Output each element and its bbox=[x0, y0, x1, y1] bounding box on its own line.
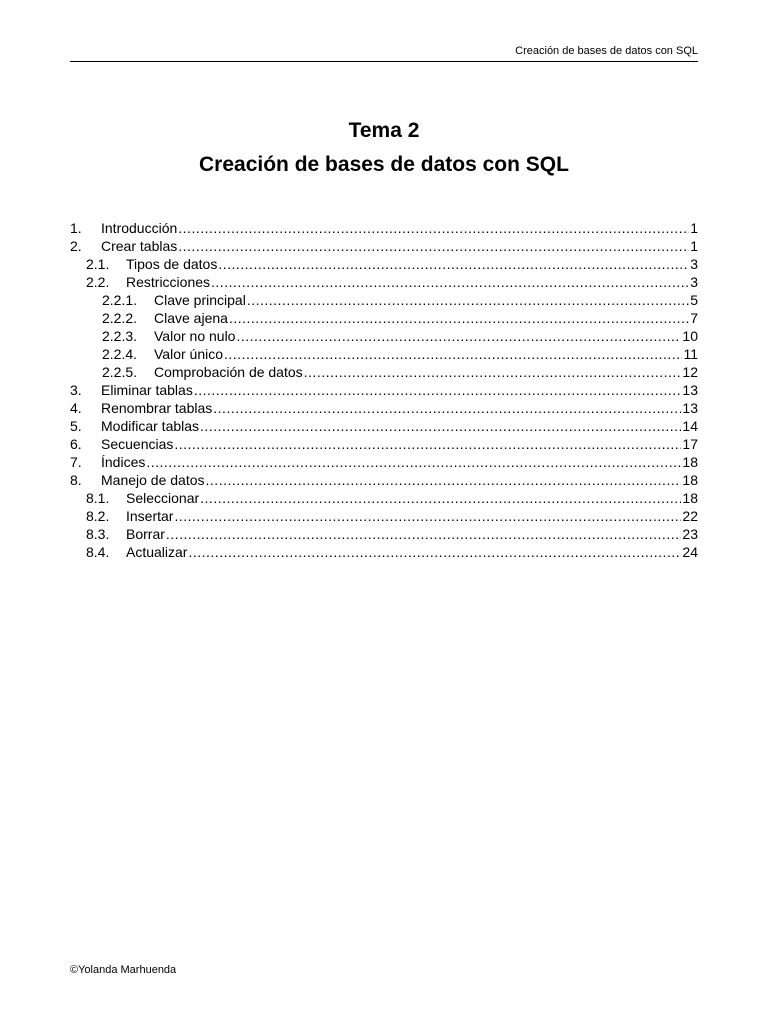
toc-entry-page: 12 bbox=[682, 364, 698, 380]
toc-entry-page: 10 bbox=[682, 328, 698, 344]
toc-entry-page: 1 bbox=[690, 220, 698, 236]
toc-dot-leader bbox=[213, 399, 681, 417]
toc-entry-number: 2.2.1. bbox=[102, 292, 138, 308]
toc-dot-leader bbox=[200, 417, 681, 435]
toc-entry-number: 2.2.5. bbox=[102, 364, 138, 380]
title-subject: Creación de bases de datos con SQL bbox=[199, 153, 569, 176]
toc-entry-page: 3 bbox=[690, 256, 698, 272]
toc-entry-number: 8.3. bbox=[86, 526, 110, 542]
toc-entry-title: Insertar bbox=[126, 508, 174, 524]
toc-dot-leader bbox=[194, 381, 682, 399]
toc-entry-page: 5 bbox=[690, 292, 698, 308]
toc-entry-number: 3. bbox=[70, 382, 82, 398]
toc-entry[interactable] bbox=[70, 237, 698, 255]
toc-entry-page: 23 bbox=[682, 526, 698, 542]
toc-dot-leader bbox=[229, 309, 689, 327]
toc-entry-title: Valor único bbox=[154, 346, 224, 362]
toc-entry-title: Modificar tablas bbox=[101, 418, 200, 434]
toc-entry-page: 13 bbox=[682, 382, 698, 398]
toc-entry-title: Manejo de datos bbox=[101, 472, 205, 488]
toc-entry-page: 22 bbox=[682, 508, 698, 524]
toc-entry[interactable] bbox=[70, 381, 698, 399]
toc-entry-title: Eliminar tablas bbox=[101, 382, 193, 398]
toc-entry-number: 2.1. bbox=[86, 256, 110, 272]
toc-dot-leader bbox=[304, 363, 682, 381]
toc-entry[interactable] bbox=[70, 327, 698, 345]
toc-entry[interactable] bbox=[70, 219, 698, 237]
footer-copyright: ©Yolanda Marhuenda bbox=[70, 964, 177, 976]
toc-entry-title: Clave principal bbox=[154, 292, 246, 308]
toc-entry[interactable] bbox=[70, 525, 698, 543]
toc-entry[interactable] bbox=[70, 435, 698, 453]
toc-entry-page: 1 bbox=[690, 238, 698, 254]
toc-entry-title: Borrar bbox=[126, 526, 165, 542]
toc-entry-number: 8.1. bbox=[86, 490, 110, 506]
toc-entry-title: Crear tablas bbox=[101, 238, 178, 254]
toc-entry-title: Renombrar tablas bbox=[101, 400, 213, 416]
toc-entry-page: 18 bbox=[682, 454, 698, 470]
toc-entry[interactable] bbox=[70, 255, 698, 273]
toc-dot-leader bbox=[206, 471, 682, 489]
toc-entry-number: 8.4. bbox=[86, 544, 110, 560]
toc-entry-title: Clave ajena bbox=[154, 310, 228, 326]
header-rule bbox=[70, 61, 698, 62]
toc-entry[interactable] bbox=[70, 273, 698, 291]
toc-entry[interactable] bbox=[70, 417, 698, 435]
toc-entry-title: Tipos de datos bbox=[126, 256, 218, 272]
toc-entry-page: 18 bbox=[682, 472, 698, 488]
toc-entry-page: 7 bbox=[690, 310, 698, 326]
toc-entry-title: Seleccionar bbox=[126, 490, 200, 506]
toc-entry-title: Comprobación de datos bbox=[154, 364, 303, 380]
toc-dot-leader bbox=[178, 219, 689, 237]
toc-dot-leader bbox=[247, 291, 689, 309]
toc-entry-number: 7. bbox=[70, 454, 82, 470]
toc-entry-number: 1. bbox=[70, 220, 82, 236]
table-of-contents bbox=[70, 219, 698, 561]
toc-entry-number: 2. bbox=[70, 238, 82, 254]
toc-entry-page: 11 bbox=[683, 346, 698, 362]
toc-entry-page: 14 bbox=[682, 418, 698, 434]
toc-dot-leader bbox=[188, 543, 681, 561]
toc-dot-leader bbox=[200, 489, 681, 507]
title-topic: Tema 2 bbox=[348, 119, 420, 142]
toc-entry-title: Secuencias bbox=[101, 436, 174, 452]
toc-dot-leader bbox=[236, 327, 681, 345]
toc-entry-number: 2.2. bbox=[86, 274, 110, 290]
toc-dot-leader bbox=[178, 237, 689, 255]
toc-entry-title: Introducción bbox=[101, 220, 178, 236]
toc-dot-leader bbox=[174, 507, 681, 525]
toc-entry-title: Índices bbox=[101, 454, 146, 470]
toc-entry-number: 2.2.4. bbox=[102, 346, 138, 362]
toc-dot-leader bbox=[218, 255, 689, 273]
toc-entry[interactable] bbox=[70, 471, 698, 489]
toc-entry-number: 8. bbox=[70, 472, 82, 488]
toc-entry[interactable] bbox=[70, 507, 698, 525]
toc-entry-page: 18 bbox=[682, 490, 698, 506]
toc-entry[interactable] bbox=[70, 489, 698, 507]
toc-entry-page: 17 bbox=[682, 436, 698, 452]
toc-entry-number: 4. bbox=[70, 400, 82, 416]
toc-entry-page: 13 bbox=[682, 400, 698, 416]
toc-entry[interactable] bbox=[70, 543, 698, 561]
toc-entry-number: 5. bbox=[70, 418, 82, 434]
toc-entry-number: 2.2.3. bbox=[102, 328, 138, 344]
toc-entry-number: 2.2.2. bbox=[102, 310, 138, 326]
toc-entry[interactable] bbox=[70, 291, 698, 309]
toc-dot-leader bbox=[224, 345, 682, 363]
toc-dot-leader bbox=[174, 435, 681, 453]
toc-entry[interactable] bbox=[70, 309, 698, 327]
toc-entry-title: Valor no nulo bbox=[154, 328, 236, 344]
toc-dot-leader bbox=[211, 273, 689, 291]
toc-entry[interactable] bbox=[70, 399, 698, 417]
toc-entry-page: 24 bbox=[682, 544, 698, 560]
toc-entry[interactable] bbox=[70, 453, 698, 471]
toc-entry-title: Restricciones bbox=[126, 274, 211, 290]
toc-entry-title: Actualizar bbox=[126, 544, 188, 560]
toc-entry[interactable] bbox=[70, 363, 698, 381]
toc-entry-number: 8.2. bbox=[86, 508, 110, 524]
toc-entry-page: 3 bbox=[690, 274, 698, 290]
toc-entry[interactable] bbox=[70, 345, 698, 363]
toc-dot-leader bbox=[146, 453, 681, 471]
toc-dot-leader bbox=[166, 525, 682, 543]
running-header: Creación de bases de datos con SQL bbox=[515, 45, 698, 57]
document-title bbox=[70, 116, 698, 184]
toc-entry-number: 6. bbox=[70, 436, 82, 452]
